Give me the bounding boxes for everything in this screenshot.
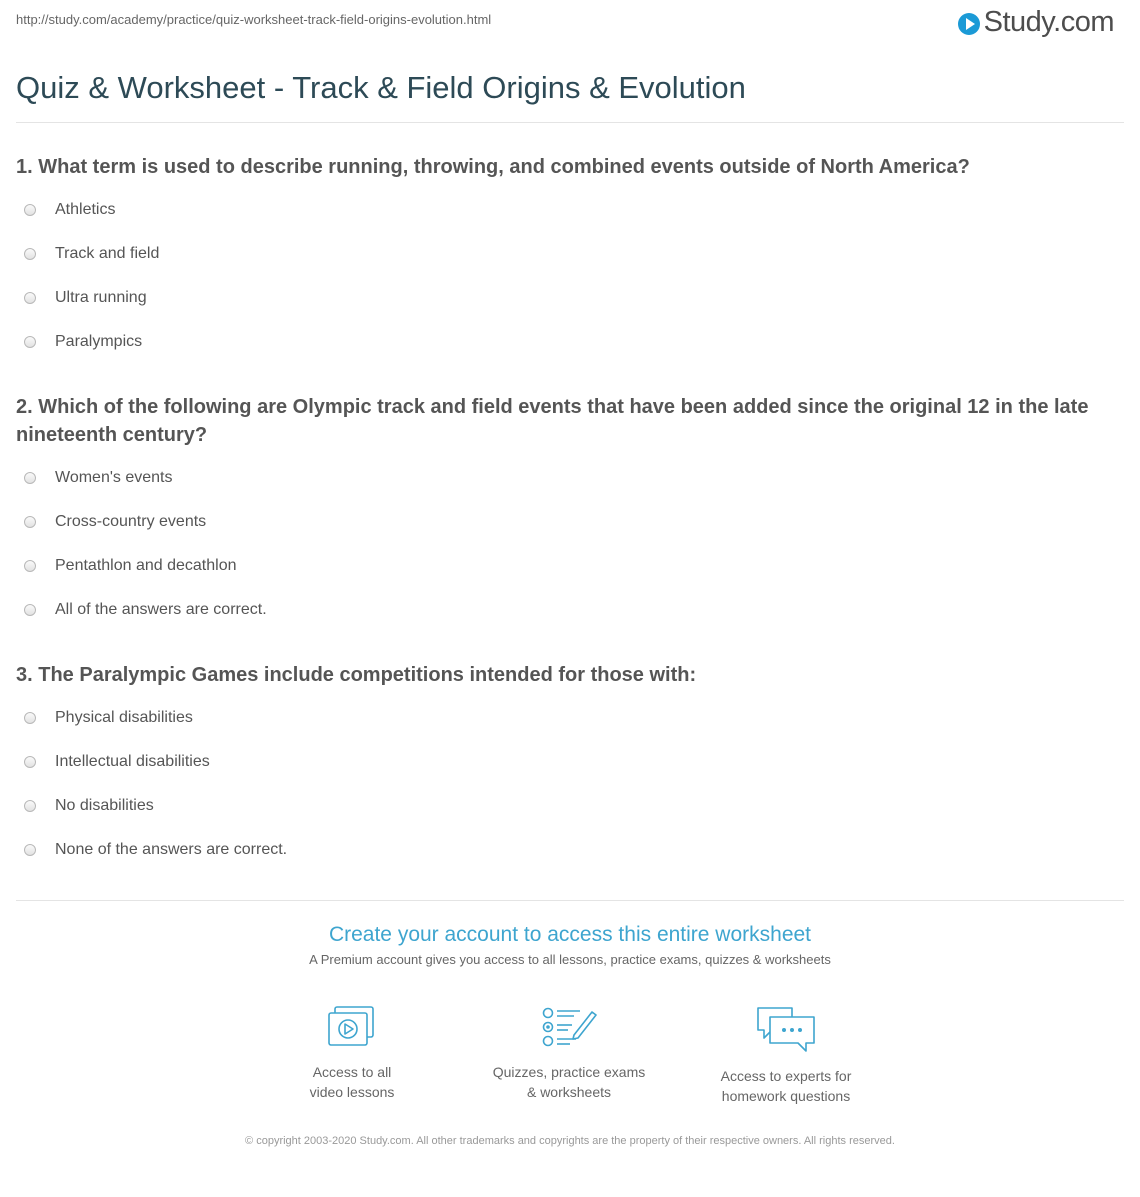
radio-button[interactable] [24,516,36,528]
question-text: 3. The Paralympic Games include competitions intended for those with: [16,664,697,686]
radio-button[interactable] [24,472,36,484]
feature-experts [686,1004,886,1106]
divider [16,122,1124,123]
answer-option[interactable] [16,456,1100,500]
video-lessons-icon [326,1004,378,1050]
answer-label: No disabilities [55,797,154,814]
feature-label: Quizzes, practice exams & worksheets [492,1064,646,1100]
radio-button[interactable] [24,336,36,348]
radio-button[interactable] [24,248,36,260]
cta-subtitle: A Premium account gives you access to all lessons, practice exams, quizzes & worksheets [309,952,831,967]
question-2 [16,393,1100,632]
answer-label: Physical disabilities [55,709,193,726]
answer-list [16,456,1100,632]
radio-button[interactable] [24,756,36,768]
answer-option[interactable] [16,232,1100,276]
answer-label: None of the answers are correct. [55,841,288,858]
radio-button[interactable] [24,800,36,812]
cta-title[interactable]: Create your account to access this entire worksheet [328,923,812,946]
radio-button[interactable] [24,560,36,572]
logo-text: Study.com [983,6,1114,38]
radio-button[interactable] [24,604,36,616]
chat-experts-icon [754,1004,818,1054]
signup-cta [0,923,1140,967]
answer-label: All of the answers are correct. [55,601,267,618]
answer-label: Women's events [55,469,173,486]
question-text: 2. Which of the following are Olympic track and field events that have been added since the original 12 in the late nineteenth century? [16,396,1089,446]
study-logo[interactable] [958,6,1114,39]
page-title: Quiz & Worksheet - Track & Field Origins & Evolution [16,70,746,105]
question-1 [16,153,1100,364]
answer-label: Intellectual disabilities [55,753,210,770]
radio-button[interactable] [24,292,36,304]
copyright-notice: © copyright 2003-2020 Study.com. All other trademarks and copyrights are the property of their respective owners. All rights reserved. [245,1135,895,1147]
answer-option[interactable] [16,320,1100,364]
answer-option[interactable] [16,784,1100,828]
answer-label: Athletics [55,201,116,218]
feature-label: Access to experts for homework questions [720,1068,852,1104]
answer-option[interactable] [16,588,1100,632]
answer-label: Track and field [55,245,160,262]
page-url[interactable]: http://study.com/academy/practice/quiz-worksheet-track-field-origins-evolution.html [16,12,492,27]
top-bar [0,0,1140,60]
feature-label: Access to all video lessons [309,1064,395,1100]
answer-option[interactable] [16,696,1100,740]
answer-option[interactable] [16,544,1100,588]
radio-button[interactable] [24,712,36,724]
question-3 [16,661,1100,872]
radio-button[interactable] [24,204,36,216]
answer-option[interactable] [16,740,1100,784]
quiz-checklist-icon [540,1004,598,1050]
answer-option[interactable] [16,500,1100,544]
answer-label: Ultra running [55,289,147,306]
play-logo-icon [958,13,980,35]
answer-option[interactable] [16,276,1100,320]
answer-list [16,696,1100,872]
feature-video-lessons [252,1004,452,1102]
answer-option[interactable] [16,188,1100,232]
answer-label: Paralympics [55,333,143,350]
divider [16,900,1124,901]
answer-option[interactable] [16,828,1100,872]
answer-label: Pentathlon and decathlon [55,557,237,574]
feature-quizzes [469,1004,669,1102]
answer-label: Cross-country events [55,513,207,530]
question-text: 1. What term is used to describe running, throwing, and combined events outside of North America? [16,156,970,178]
radio-button[interactable] [24,844,36,856]
answer-list [16,188,1100,364]
